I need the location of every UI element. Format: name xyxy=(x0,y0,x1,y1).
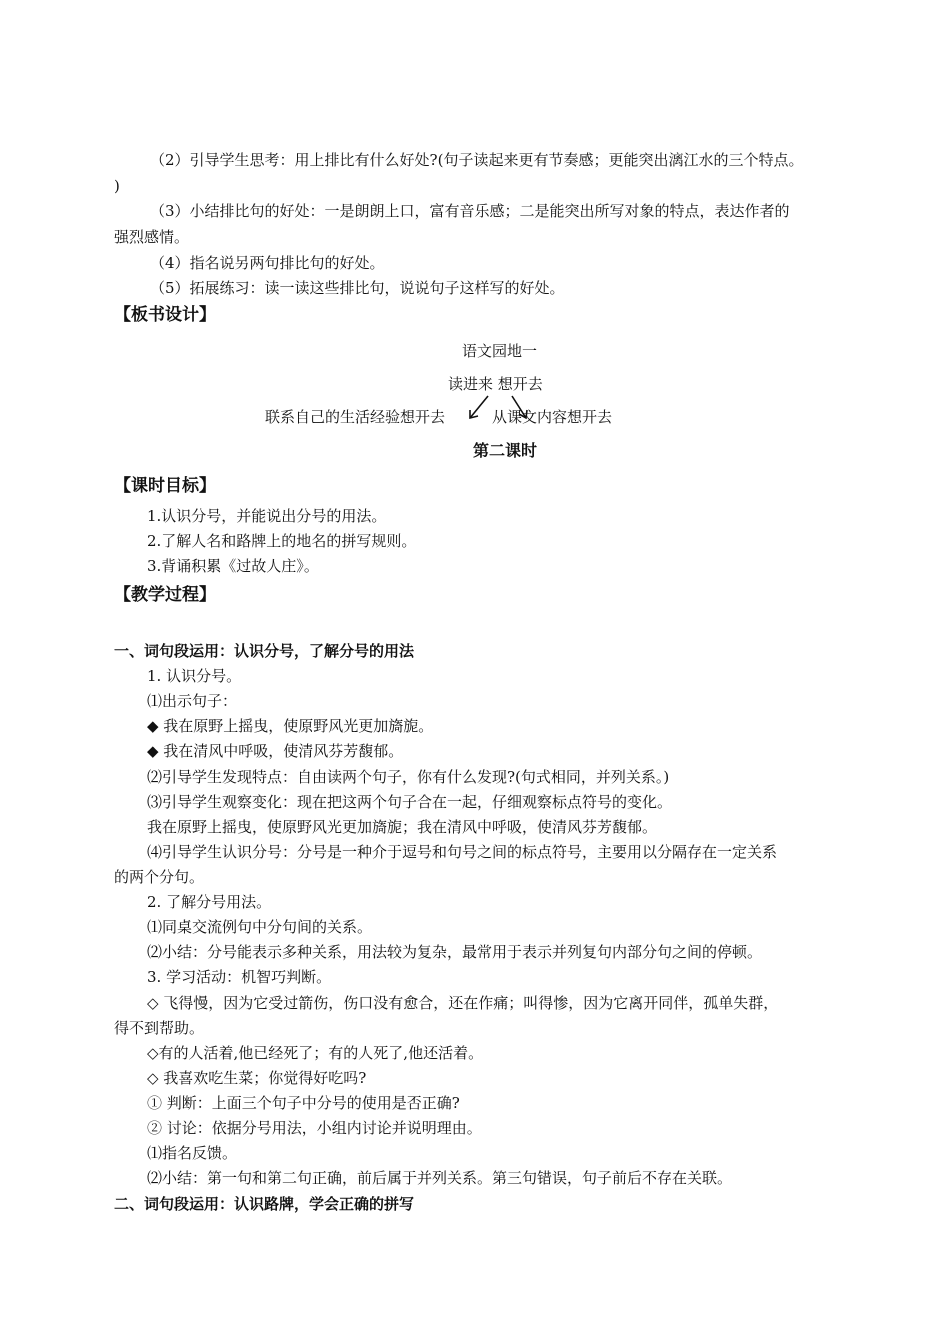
top-item-3: （3）小结排比句的好处：一是朗朗上口，富有音乐感；二是能突出所写对象的特点，表达作者的 xyxy=(150,202,790,220)
section2-title: 二、词句段运用：认识路牌，学会正确的拼写 xyxy=(114,1195,415,1213)
s1-line-2: ⑴出示句子： xyxy=(147,692,238,710)
board-left-branch: 联系自己的生活经验想开去 xyxy=(265,408,446,426)
s1-line-15: 得不到帮助。 xyxy=(114,1019,205,1037)
goal-item-1: 1.认识分号，并能说出分号的用法。 xyxy=(147,507,387,525)
board-line2: 读进来 想开去 xyxy=(448,375,543,393)
s1-line-11: ⑴同桌交流例句中分句间的关系。 xyxy=(147,918,373,936)
goal-item-2: 2.了解人名和路牌上的地名的拼写规则。 xyxy=(147,532,417,550)
top-item-5: （5）拓展练习：读一读这些排比句，说说句子这样写的好处。 xyxy=(150,279,565,297)
s1-line-5: ⑵引导学生发现特点：自由读两个句子，你有什么发现?(句式相同，并列关系。) xyxy=(147,768,670,786)
s1-line-8: ⑷引导学生认识分号：分号是一种介于逗号和句号之间的标点符号，主要用以分隔存在一定关系 xyxy=(147,843,778,861)
s1-line-1: 1. 认识分号。 xyxy=(147,667,242,685)
s1-line-19: ② 讨论：依据分号用法，小组内讨论并说明理由。 xyxy=(147,1119,482,1137)
goals-heading: 【课时目标】 xyxy=(114,476,216,496)
board-heading: 【板书设计】 xyxy=(114,305,216,325)
top-item-2: （2）引导学生思考：用上排比有什么好处?(句子读起来更有节奏感；更能突出漓江水的三个特点。 xyxy=(150,151,804,169)
s1-line-6: ⑶引导学生观察变化：现在把这两个句子合在一起，仔细观察标点符号的变化。 xyxy=(147,793,673,811)
s1-line-7: 我在原野上摇曳，使原野风光更加旖旎；我在清风中呼吸，使清风芬芳馥郁。 xyxy=(147,818,658,836)
top-item-2-cont: ) xyxy=(114,177,120,195)
top-item-4: （4）指名说另两句排比句的好处。 xyxy=(150,254,385,272)
s1-line-4: ◆ 我在清风中呼吸，使清风芬芳馥郁。 xyxy=(147,742,404,760)
board-right-branch: 从课文内容想开去 xyxy=(492,408,613,426)
section1-title: 一、词句段运用：认识分号，了解分号的用法 xyxy=(114,642,415,660)
s1-line-14: ◇ 飞得慢，因为它受过箭伤，伤口没有愈合，还在作痛；叫得惨，因为它离开同伴，孤单失群， xyxy=(147,994,779,1012)
s1-line-16: ◇有的人活着,他已经死了；有的人死了,他还活着。 xyxy=(147,1044,484,1062)
s1-line-21: ⑵小结：第一句和第二句正确，前后属于并列关系。第三句错误，句子前后不存在关联。 xyxy=(147,1169,733,1187)
s1-line-20: ⑴指名反馈。 xyxy=(147,1144,238,1162)
arrow-left-icon xyxy=(470,396,488,418)
goal-item-3: 3.背诵积累《过故人庄》。 xyxy=(147,557,319,575)
s1-line-10: 2. 了解分号用法。 xyxy=(147,893,272,911)
s1-line-3: ◆ 我在原野上摇曳，使原野风光更加旖旎。 xyxy=(147,717,434,735)
top-item-3-cont: 强烈感情。 xyxy=(114,228,190,246)
s1-line-13: 3. 学习活动：机智巧判断。 xyxy=(147,968,332,986)
board-title: 语文园地一 xyxy=(462,342,538,360)
s1-line-17: ◇ 我喜欢吃生菜；你觉得好吃吗? xyxy=(147,1069,367,1087)
process-heading: 【教学过程】 xyxy=(114,585,216,605)
lesson2-title: 第二课时 xyxy=(472,441,537,460)
s1-line-9: 的两个分句。 xyxy=(114,868,205,886)
s1-line-18: ① 判断：上面三个句子中分号的使用是否正确? xyxy=(147,1094,460,1112)
s1-line-12: ⑵小结：分号能表示多种关系，用法较为复杂，最常用于表示并列复句内部分句之间的停顿。 xyxy=(147,943,763,961)
